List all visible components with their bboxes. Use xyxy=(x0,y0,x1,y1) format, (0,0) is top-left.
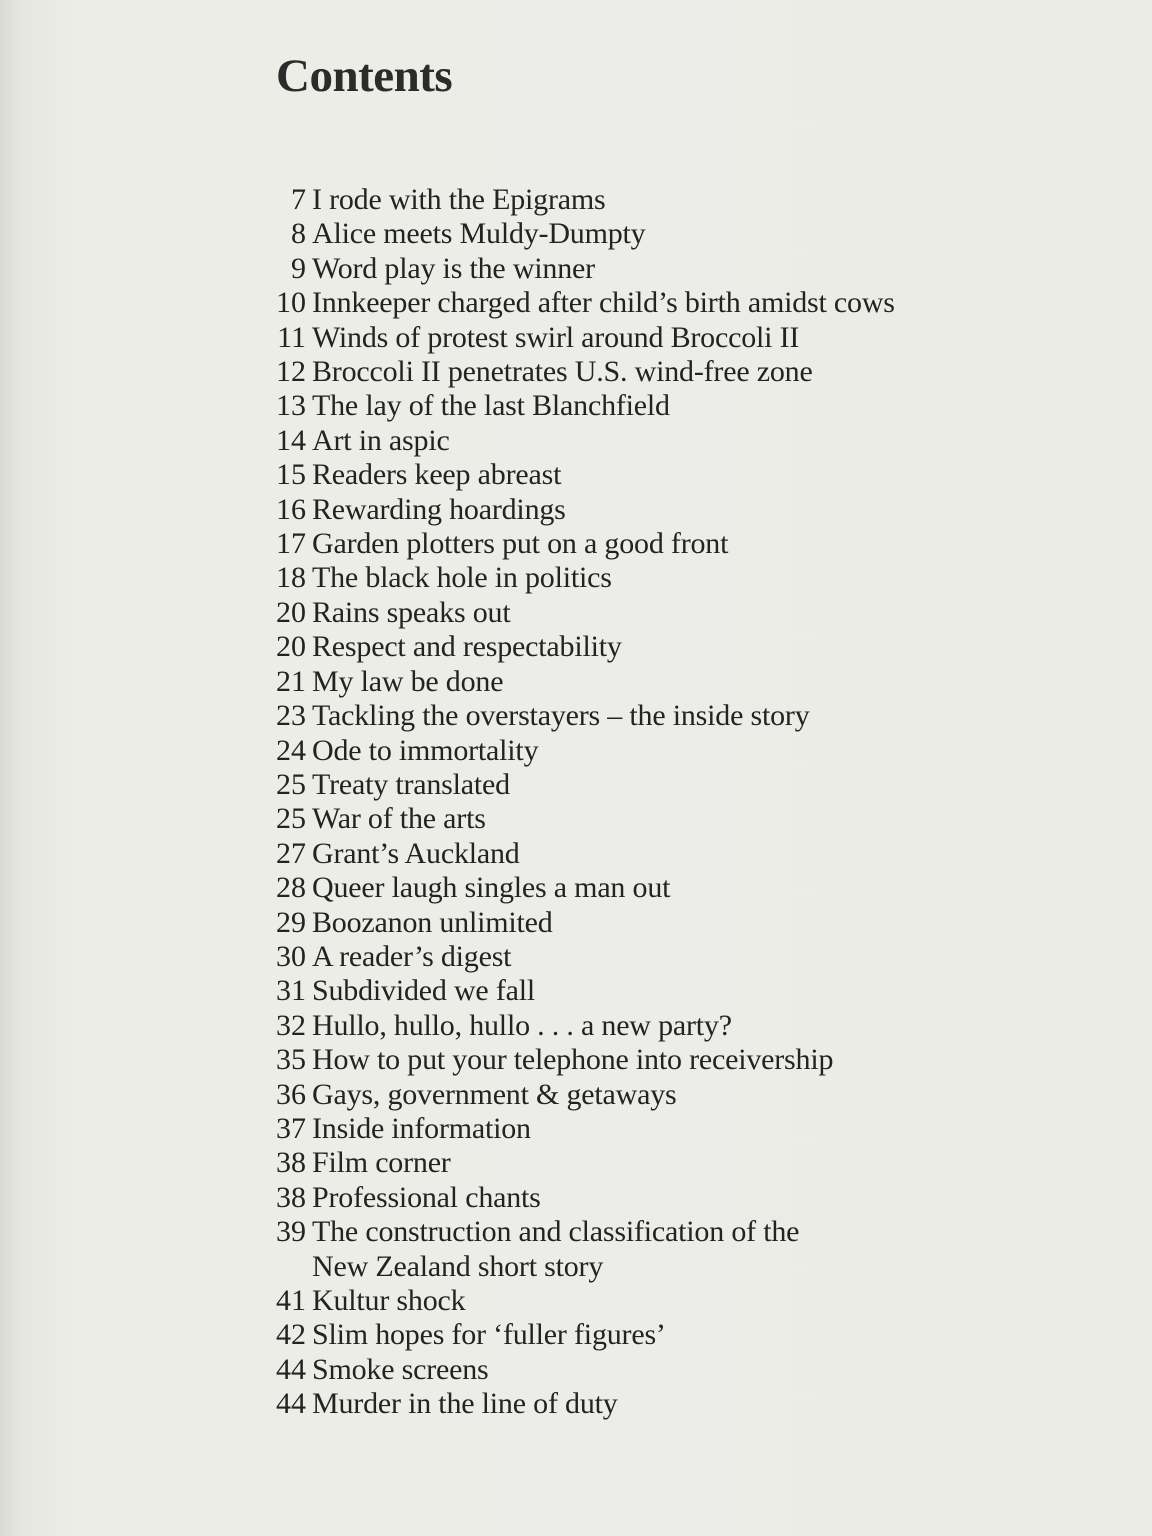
contents-entry xyxy=(200,183,895,217)
entry-title: Murder in the line of duty xyxy=(312,1387,618,1421)
entry-title: How to put your telephone into receivership xyxy=(312,1043,834,1077)
contents-entry xyxy=(200,1146,895,1180)
entry-page-number: 8 xyxy=(291,217,306,251)
contents-entry xyxy=(200,596,895,630)
entry-page-number: 38 xyxy=(276,1180,306,1214)
entry-page-number: 20 xyxy=(276,630,306,664)
contents-entry xyxy=(200,665,895,699)
contents-entry xyxy=(200,561,895,595)
contents-entry xyxy=(200,1043,895,1077)
contents-entry xyxy=(200,1181,895,1215)
entry-page-number: 41 xyxy=(276,1284,306,1317)
entry-page-number: 37 xyxy=(276,1111,306,1145)
contents-entry xyxy=(200,940,895,974)
contents-entry xyxy=(200,1215,895,1284)
contents-entry xyxy=(200,527,895,561)
contents-entry xyxy=(200,1078,895,1112)
entry-title: Slim hopes for ‘fuller figures’ xyxy=(312,1318,666,1352)
entry-page-number: 29 xyxy=(276,905,306,939)
entry-page-number: 13 xyxy=(276,389,306,423)
entry-title: War of the arts xyxy=(312,802,486,836)
contents-entry xyxy=(200,1387,895,1421)
entry-title: Inside information xyxy=(312,1111,531,1145)
contents-entry xyxy=(200,355,895,389)
entry-title: Gays, government & getaways xyxy=(312,1077,677,1111)
entry-page-number: 15 xyxy=(276,458,306,492)
entry-page-number: 7 xyxy=(291,183,306,216)
entry-page-number: 16 xyxy=(276,492,306,526)
contents-entry xyxy=(200,424,895,458)
contents-entry xyxy=(200,837,895,871)
entry-title: Winds of protest swirl around Broccoli II xyxy=(312,320,800,354)
entry-title: Smoke screens xyxy=(312,1352,489,1386)
entry-page-number: 18 xyxy=(276,561,306,595)
contents-entry xyxy=(200,906,895,940)
entry-title: Broccoli II penetrates U.S. wind-free zone xyxy=(312,355,813,389)
entry-title: Tackling the overstayers – the inside story xyxy=(312,699,810,733)
contents-entry xyxy=(200,734,895,768)
entry-title: Innkeeper charged after child’s birth amidst cows xyxy=(312,286,895,320)
entry-title: A reader’s digest xyxy=(312,939,512,973)
entry-title: Art in aspic xyxy=(312,423,450,457)
entry-title: Queer laugh singles a man out xyxy=(312,871,671,905)
entry-page-number: 25 xyxy=(276,767,306,801)
contents-entry xyxy=(200,389,895,423)
entry-title: Subdivided we fall xyxy=(312,974,536,1008)
entry-title: Ode to immortality xyxy=(312,733,539,767)
contents-list xyxy=(200,183,895,1422)
contents-entry xyxy=(200,1112,895,1146)
entry-page-number: 35 xyxy=(276,1043,306,1077)
entry-page-number: 12 xyxy=(276,355,306,389)
entry-title: Film corner xyxy=(312,1146,451,1180)
contents-entry xyxy=(200,321,895,355)
entry-page-number: 14 xyxy=(276,423,306,457)
entry-page-number: 36 xyxy=(276,1077,306,1111)
contents-entry xyxy=(200,493,895,527)
entry-title: I rode with the Epigrams xyxy=(312,183,606,216)
entry-title: Hullo, hullo, hullo . . . a new party? xyxy=(312,1008,732,1042)
contents-entry xyxy=(200,802,895,836)
entry-title: Grant’s Auckland xyxy=(312,836,520,870)
entry-page-number: 17 xyxy=(276,527,306,561)
contents-entry xyxy=(200,768,895,802)
contents-entry xyxy=(200,974,895,1008)
contents-entry xyxy=(200,286,895,320)
entry-title: Boozanon unlimited xyxy=(312,905,553,939)
entry-page-number: 30 xyxy=(276,939,306,973)
entry-title: Kultur shock xyxy=(312,1284,466,1317)
entry-page-number: 42 xyxy=(276,1318,306,1352)
entry-title: Rewarding hoardings xyxy=(312,492,566,526)
entry-title: The construction and classification of the New Zealand short story xyxy=(312,1215,800,1283)
entry-title: My law be done xyxy=(312,664,504,698)
entry-title: Garden plotters put on a good front xyxy=(312,527,729,561)
entry-page-number: 44 xyxy=(276,1387,306,1421)
entry-title: Professional chants xyxy=(312,1180,541,1214)
entry-title: The black hole in politics xyxy=(312,561,612,595)
entry-page-number: 31 xyxy=(276,974,306,1008)
entry-page-number: 23 xyxy=(276,699,306,733)
contents-entry xyxy=(200,699,895,733)
entry-title: Readers keep abreast xyxy=(312,458,562,492)
entry-page-number: 21 xyxy=(276,664,306,698)
entry-page-number: 9 xyxy=(291,251,306,285)
entry-page-number: 44 xyxy=(276,1352,306,1386)
contents-entry xyxy=(200,1318,895,1352)
contents-entry xyxy=(200,630,895,664)
entry-title: Word play is the winner xyxy=(312,251,595,285)
page-title: Contents xyxy=(276,50,453,102)
contents-entry xyxy=(200,458,895,492)
contents-entry xyxy=(200,217,895,251)
entry-page-number: 38 xyxy=(276,1146,306,1180)
entry-page-number: 25 xyxy=(276,802,306,836)
contents-entry xyxy=(200,1009,895,1043)
entry-page-number: 20 xyxy=(276,595,306,629)
entry-title: Alice meets Muldy-Dumpty xyxy=(312,217,646,251)
entry-title: Treaty translated xyxy=(312,767,510,801)
entry-page-number: 32 xyxy=(276,1008,306,1042)
entry-page-number: 27 xyxy=(276,836,306,870)
contents-entry xyxy=(200,252,895,286)
contents-entry xyxy=(200,1284,895,1318)
contents-entry xyxy=(200,871,895,905)
contents-entry xyxy=(200,1353,895,1387)
entry-page-number: 11 xyxy=(277,320,306,354)
entry-page-number: 24 xyxy=(276,733,306,767)
entry-title: Respect and respectability xyxy=(312,630,622,664)
entry-page-number: 28 xyxy=(276,871,306,905)
entry-title: The lay of the last Blanchfield xyxy=(312,389,670,423)
entry-page-number: 39 xyxy=(276,1215,306,1249)
entry-title: Rains speaks out xyxy=(312,595,511,629)
entry-page-number: 10 xyxy=(276,286,306,320)
